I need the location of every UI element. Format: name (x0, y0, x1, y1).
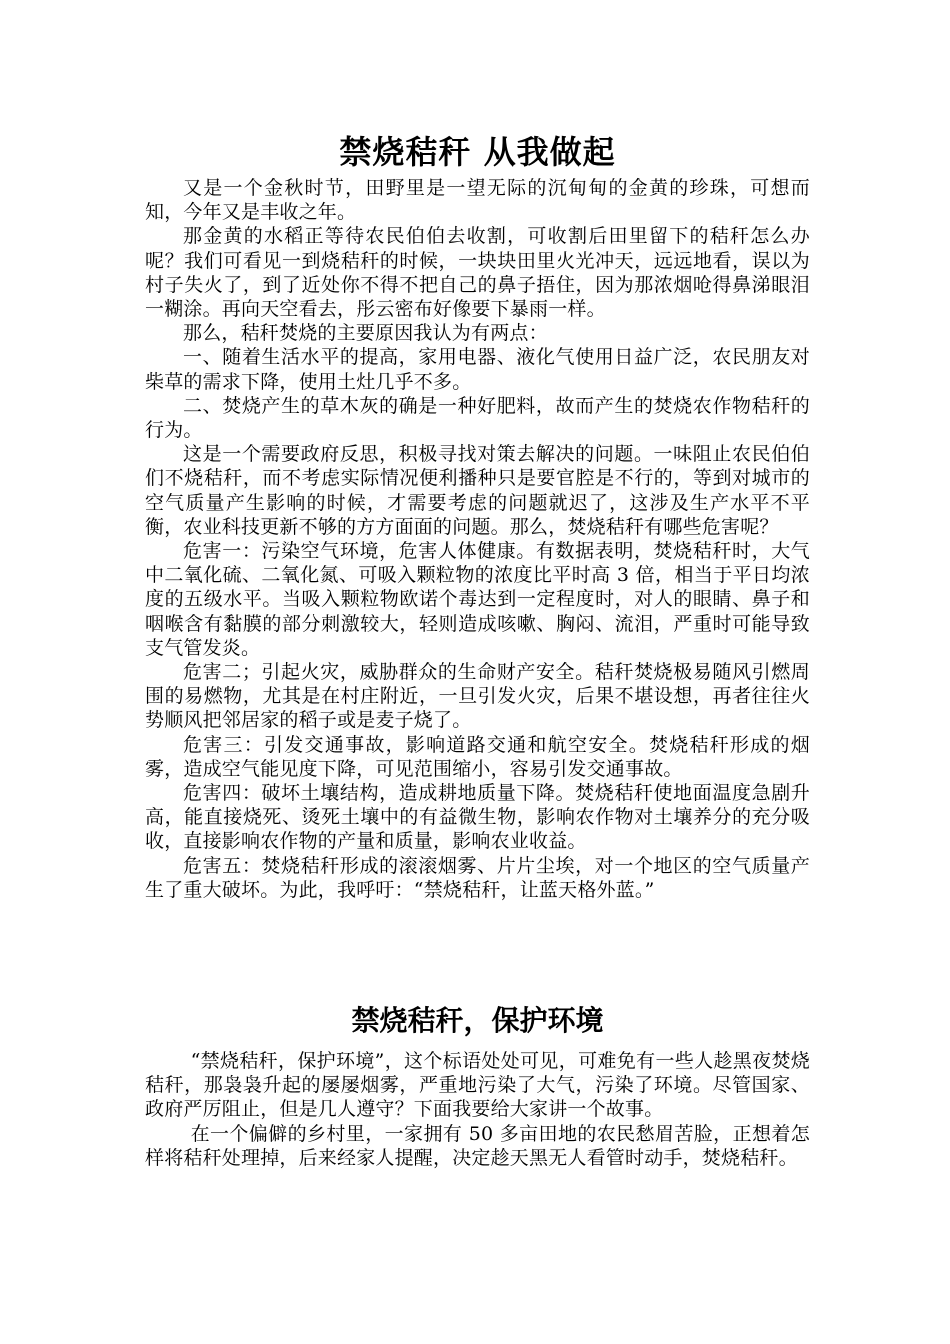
paragraph: 危害三：引发交通事故，影响道路交通和航空安全。焚烧秸秆形成的烟雾，造成空气能见度下降，可见范围缩小，容易引发交通事故。 (145, 733, 810, 780)
paragraph: 这是一个需要政府反思，积极寻找对策去解决的问题。一味阻止农民伯伯们不烧秸秆，而不考虑实际情况便利播种只是要官腔是不行的，等到对城市的空气质量产生影响的时候，才需要考虑的问题就迟了，这涉及生产水平不平衡，农业科技更新不够的方方面面的问题。那么，焚烧秸秆有哪些危害呢？ (145, 443, 810, 538)
article-title: 禁烧秸秆 从我做起 (339, 133, 616, 171)
paragraph: “禁烧秸秆，保护环境”，这个标语处处可见，可难免有一些人趁黑夜焚烧秸秆，那袅袅升起的屡屡烟雾，严重地污染了大气，污染了环境。尽管国家、政府严厉阻止，但是几人遵守？下面我要给大家讲一个故事。 (145, 1050, 810, 1121)
paragraph: 那金黄的水稻正等待农民伯伯去收割，可收割后田里留下的秸秆怎么办呢？我们可看见一到烧秸秆的时候，一块块田里火光冲天，远远地看，误以为村子失火了，到了近处你不得不把自己的鼻子捂住，因为那浓烟呛得鼻涕眼泪一糊涂。再向天空看去，彤云密布好像要下暴雨一样。 (145, 225, 810, 321)
section-title: 禁烧秸秆，保护环境 (351, 1004, 604, 1037)
paragraph: 二、焚烧产生的草木灰的确是一种好肥料，故而产生的焚烧农作物秸秆的行为。 (145, 394, 810, 442)
paragraph: 在一个偏僻的乡村里，一家拥有 50 多亩田地的农民愁眉苦脸，正想着怎样将秸秆处理掉，后来经家人提醒，决定趁天黑无人看管时动手，焚烧秸秆。 (145, 1122, 810, 1169)
paragraph: 又是一个金秋时节，田野里是一望无际的沉甸甸的金黄的珍珠，可想而知，今年又是丰收之年。 (145, 177, 810, 224)
paragraph: 危害一：污染空气环境，危害人体健康。有数据表明，焚烧秸秆时，大气中二氧化硫、二氧化氮、可吸入颗粒物的浓度比平时高 3 倍，相当于平日均浓度的五级水平。当吸入颗粒物欧诺个毒达到一定程度时，对人的眼睛、鼻子和咽喉含有黏膜的部分刺激较大，轻则造成咳嗽、胸闷、流泪，严重时可能导致支气管发炎。 (145, 540, 810, 659)
paragraph: 危害四：破坏土壤结构，造成耕地质量下降。焚烧秸秆使地面温度急剧升高，能直接烧死、烫死土壤中的有益微生物，影响农作物对土壤养分的充分吸收，直接影响农作物的产量和质量，影响农业收益。 (145, 782, 810, 853)
paragraph: 一、随着生活水平的提高，家用电器、液化气使用日益广泛，农民朋友对柴草的需求下降，使用土灶几乎不多。 (145, 346, 810, 393)
section-1 (145, 132, 810, 902)
section-2 (145, 1003, 810, 1170)
paragraph: 那么，秸秆焚烧的主要原因我认为有两点： (183, 322, 548, 345)
paragraph: 危害五：焚烧秸秆形成的滚滚烟雾、片片尘埃，对一个地区的空气质量产生了重大破坏。为此，我呼吁：“禁烧秸秆，让蓝天格外蓝。” (145, 854, 810, 901)
paragraph: 危害二；引起火灾，威胁群众的生命财产安全。秸秆焚烧极易随风引燃周围的易燃物，尤其是在村庄附近，一旦引发火灾，后果不堪设想，再者往往火势顺风把邻居家的稻子或是麦子烧了。 (145, 661, 810, 732)
